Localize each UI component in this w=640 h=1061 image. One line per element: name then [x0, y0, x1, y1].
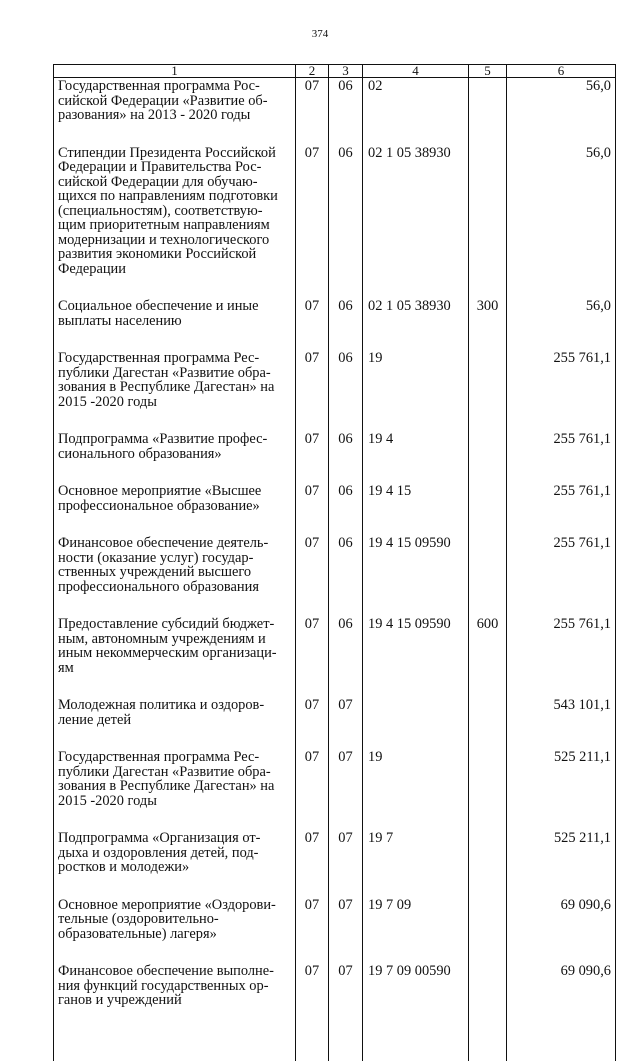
- expense-type-cell: [469, 351, 507, 432]
- row-name-cell: Финансовое обеспечение деятель- ности (оказание услуг) государ- ственных учреждений высшего профессионального образования: [54, 536, 296, 617]
- section-code-cell: 07: [296, 964, 329, 1031]
- expense-type-cell: [469, 750, 507, 831]
- target-article-cell: 02: [363, 78, 469, 146]
- target-article-cell: 19 7 09 00590: [363, 964, 469, 1031]
- row-name-cell: Финансовое обеспечение выполне- ния функций государственных ор- ганов и учреждений: [54, 964, 296, 1031]
- header-cell: 5: [469, 65, 507, 78]
- table-row: [54, 750, 616, 831]
- budget-table: [53, 64, 616, 1061]
- amount-cell: 69 090,6: [507, 898, 616, 965]
- target-article-cell: 19 7: [363, 831, 469, 898]
- table-row: [54, 536, 616, 617]
- section-code-cell: 07: [296, 831, 329, 898]
- header-cell: 2: [296, 65, 329, 78]
- expense-type-cell: [469, 484, 507, 536]
- section-code-cell: 07: [296, 299, 329, 351]
- subsection-code-cell: 06: [329, 78, 363, 146]
- target-article-cell: 19 4: [363, 432, 469, 484]
- subsection-code-cell: 06: [329, 617, 363, 698]
- section-code-cell: 07: [296, 146, 329, 300]
- row-name-cell: Государственная программа Рес- публики Дагестан «Развитие обра- зования в Республике Дагестан» на 2015 -2020 годы: [54, 750, 296, 831]
- empty-cell: [329, 1031, 363, 1061]
- expense-type-cell: [469, 898, 507, 965]
- table-body: [54, 78, 616, 1061]
- table-row: [54, 484, 616, 536]
- row-name-cell: Предоставление субсидий бюджет- ным, автономным учреждениям и иным некоммерческим организаци- ям: [54, 617, 296, 698]
- amount-cell: 69 090,6: [507, 964, 616, 1031]
- subsection-code-cell: 07: [329, 831, 363, 898]
- row-name-cell: Молодежная политика и оздоров- ление детей: [54, 698, 296, 750]
- target-article-cell: 19: [363, 351, 469, 432]
- section-code-cell: 07: [296, 78, 329, 146]
- section-code-cell: 07: [296, 698, 329, 750]
- amount-cell: 255 761,1: [507, 617, 616, 698]
- amount-cell: 255 761,1: [507, 536, 616, 617]
- row-name-cell: Социальное обеспечение и иные выплаты населению: [54, 299, 296, 351]
- subsection-code-cell: 07: [329, 698, 363, 750]
- section-code-cell: 07: [296, 750, 329, 831]
- subsection-code-cell: 07: [329, 750, 363, 831]
- expense-type-cell: [469, 698, 507, 750]
- row-name-cell: Подпрограмма «Развитие профес- сионального образования»: [54, 432, 296, 484]
- header-cell: 1: [54, 65, 296, 78]
- expense-type-cell: [469, 536, 507, 617]
- target-article-cell: [363, 698, 469, 750]
- budget-table-container: [53, 64, 615, 1061]
- section-code-cell: 07: [296, 536, 329, 617]
- row-name-cell: Основное мероприятие «Оздорови- тельные (оздоровительно- образовательные) лагеря»: [54, 898, 296, 965]
- amount-cell: 525 211,1: [507, 750, 616, 831]
- header-cell: 4: [363, 65, 469, 78]
- target-article-cell: 19 4 15 09590: [363, 536, 469, 617]
- table-row: [54, 898, 616, 965]
- subsection-code-cell: 07: [329, 898, 363, 965]
- amount-cell: 525 211,1: [507, 831, 616, 898]
- subsection-code-cell: 07: [329, 964, 363, 1031]
- amount-cell: 255 761,1: [507, 484, 616, 536]
- empty-cell: [507, 1031, 616, 1061]
- page-number: 374: [311, 28, 329, 40]
- empty-cell: [296, 1031, 329, 1061]
- section-code-cell: 07: [296, 617, 329, 698]
- target-article-cell: 02 1 05 38930: [363, 299, 469, 351]
- expense-type-cell: [469, 831, 507, 898]
- table-continuation: [54, 1031, 616, 1061]
- section-code-cell: 07: [296, 484, 329, 536]
- subsection-code-cell: 06: [329, 351, 363, 432]
- header-cell: 3: [329, 65, 363, 78]
- expense-type-cell: [469, 146, 507, 300]
- row-name-cell: Государственная программа Рес- публики Дагестан «Развитие обра- зования в Республике Дагестан» на 2015 -2020 годы: [54, 351, 296, 432]
- target-article-cell: 19: [363, 750, 469, 831]
- header-row: [54, 65, 616, 78]
- table-row: [54, 299, 616, 351]
- expense-type-cell: [469, 964, 507, 1031]
- amount-cell: 255 761,1: [507, 351, 616, 432]
- table-row: [54, 617, 616, 698]
- expense-type-cell: [469, 78, 507, 146]
- empty-cell: [363, 1031, 469, 1061]
- table-row: [54, 831, 616, 898]
- section-code-cell: 07: [296, 898, 329, 965]
- section-code-cell: 07: [296, 351, 329, 432]
- subsection-code-cell: 06: [329, 484, 363, 536]
- subsection-code-cell: 06: [329, 536, 363, 617]
- subsection-code-cell: 06: [329, 146, 363, 300]
- row-name-cell: Государственная программа Рос- сийской Федерации «Развитие об- разования» на 2013 - 2020 годы: [54, 78, 296, 146]
- empty-cell: [54, 1031, 296, 1061]
- table-row: [54, 146, 616, 300]
- table-row: [54, 351, 616, 432]
- expense-type-cell: [469, 432, 507, 484]
- header-cell: 6: [507, 65, 616, 78]
- amount-cell: 56,0: [507, 146, 616, 300]
- amount-cell: 543 101,1: [507, 698, 616, 750]
- subsection-code-cell: 06: [329, 432, 363, 484]
- amount-cell: 56,0: [507, 299, 616, 351]
- target-article-cell: 02 1 05 38930: [363, 146, 469, 300]
- expense-type-cell: 600: [469, 617, 507, 698]
- section-code-cell: 07: [296, 432, 329, 484]
- table-row: [54, 964, 616, 1031]
- amount-cell: 255 761,1: [507, 432, 616, 484]
- table-row: [54, 432, 616, 484]
- empty-cell: [469, 1031, 507, 1061]
- target-article-cell: 19 4 15 09590: [363, 617, 469, 698]
- table-row: [54, 78, 616, 146]
- target-article-cell: 19 4 15: [363, 484, 469, 536]
- target-article-cell: 19 7 09: [363, 898, 469, 965]
- row-name-cell: Подпрограмма «Организация от- дыха и оздоровления детей, под- ростков и молодежи»: [54, 831, 296, 898]
- row-name-cell: Стипендии Президента Российской Федерации и Правительства Рос- сийской Федерации для обучаю- щихся по направлениям подготовки (специальностям), соответствую- щим приоритетным направлениям модернизации и технологического развития экономики Российской Федерации: [54, 146, 296, 300]
- subsection-code-cell: 06: [329, 299, 363, 351]
- amount-cell: 56,0: [507, 78, 616, 146]
- expense-type-cell: 300: [469, 299, 507, 351]
- row-name-cell: Основное мероприятие «Высшее профессиональное образование»: [54, 484, 296, 536]
- table-row: [54, 698, 616, 750]
